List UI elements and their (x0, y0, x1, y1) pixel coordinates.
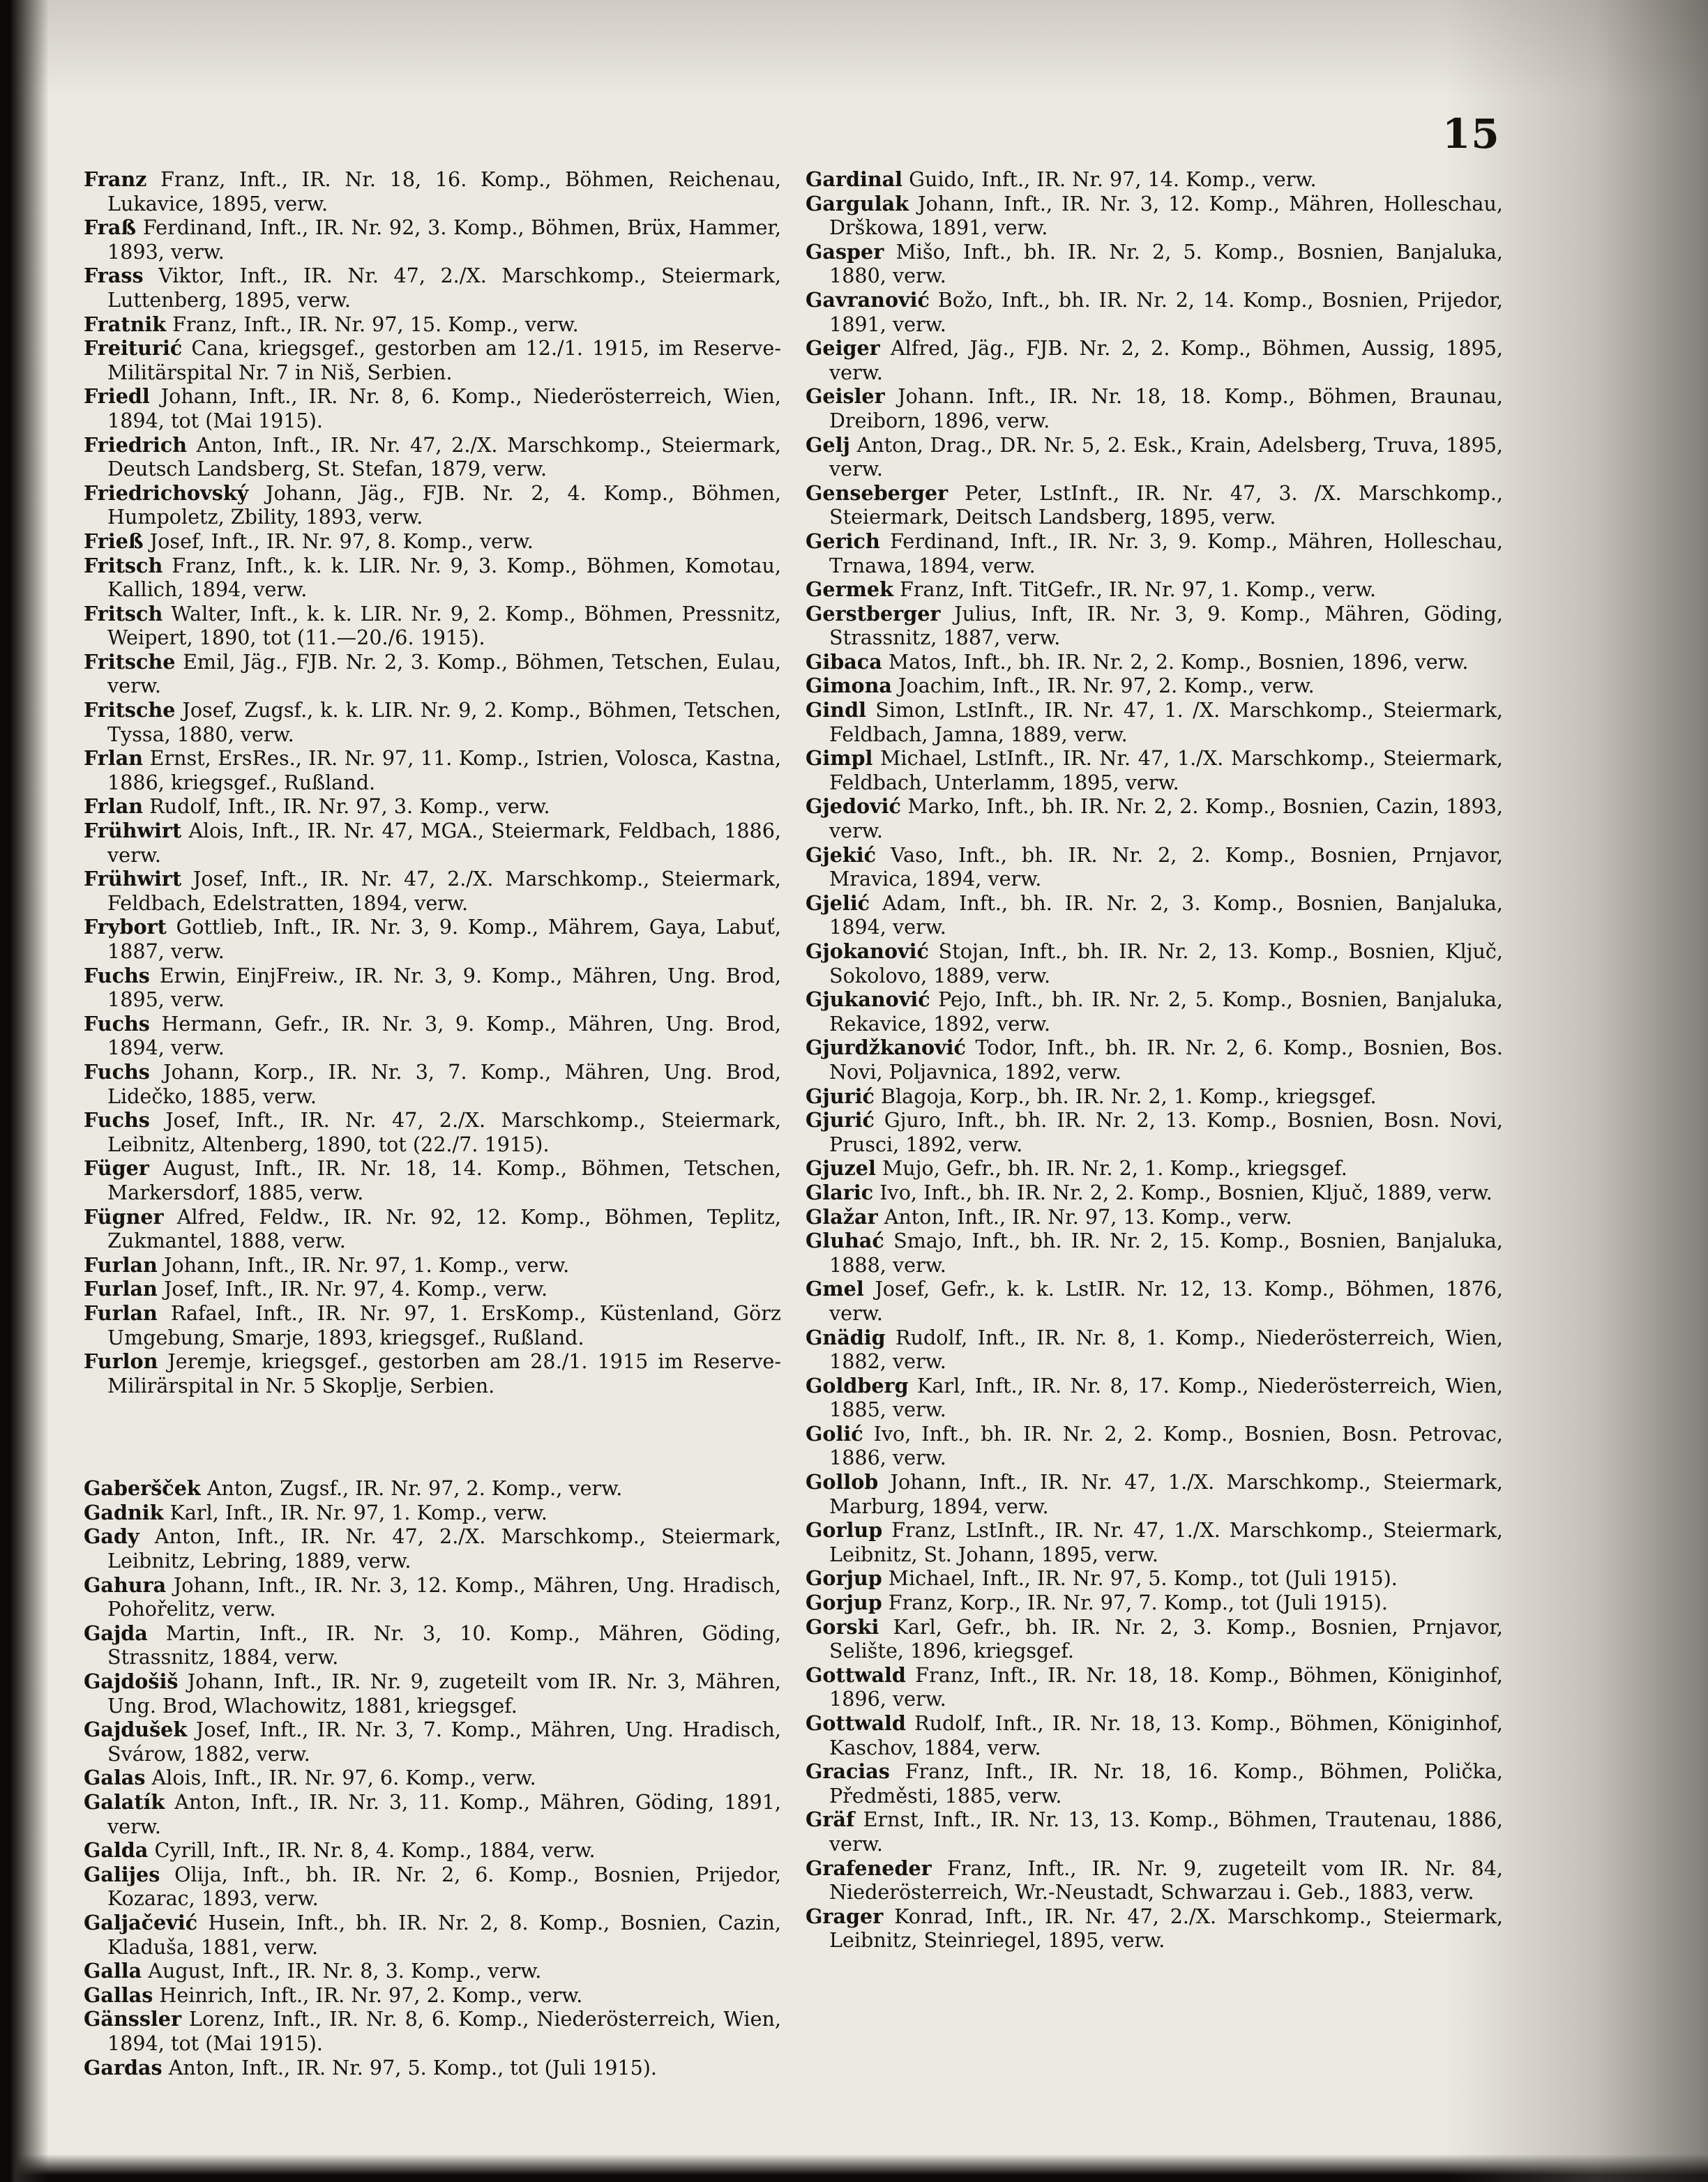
entry-surname: Frybort (84, 915, 167, 939)
entry-details: Rudolf, Inft., IR. Nr. 97, 3. Komp., verw. (149, 794, 550, 819)
entry-surname: Galla (84, 1959, 142, 1983)
list-item (84, 819, 781, 867)
list-item (84, 602, 781, 650)
list-item (806, 674, 1503, 698)
entry-details: Gottlieb, Inft., IR. Nr. 3, 9. Komp., Mährem, Gaya, Labuť, 1887, verw. (107, 915, 781, 963)
entry-details: Lorenz, Inft., IR. Nr. 8, 6. Komp., Niederösterreich, Wien, 1894, tot (Mai 1915). (107, 2007, 781, 2055)
list-item (806, 1108, 1503, 1156)
entry-details: Franz, Inft., k. k. LIR. Nr. 9, 3. Komp., Böhmen, Komotau, Kallich, 1894, verw. (107, 553, 781, 602)
entry-surname: Gajda (84, 1621, 148, 1645)
list-item (806, 1181, 1503, 1205)
list-item (806, 577, 1503, 602)
list-item (806, 1229, 1503, 1277)
entry-details: Walter, Inft., k. k. LIR. Nr. 9, 2. Komp., Böhmen, Pressnitz, Weipert, 1890, tot (11.—20./6. 1915). (107, 601, 781, 650)
list-item (806, 1084, 1503, 1109)
entry-details: Martin, Inft., IR. Nr. 3, 10. Komp., Mähren, Göding, Strassnitz, 1884, verw. (107, 1621, 782, 1669)
entry-details: Emil, Jäg., FJB. Nr. 2, 3. Komp., Böhmen, Tetschen, Eulau, verw. (107, 649, 781, 698)
entry-details: Franz, Inft., IR. Nr. 9, zugeteilt vom IR. Nr. 84, Niederösterreich, Wr.-Neustadt, Schwarzau i. Geb., 1883, verw. (829, 1856, 1503, 1904)
entry-surname: Fraß (84, 215, 137, 240)
entry-details: Johann. Inft., IR. Nr. 18, 18. Komp., Böhmen, Braunau, Dreiborn, 1896, verw. (829, 384, 1503, 432)
entry-details: Joachim, Inft., IR. Nr. 97, 2. Komp., verw. (898, 674, 1315, 698)
entry-surname: Fügner (84, 1204, 164, 1229)
entry-details: Matos, Inft., bh. IR. Nr. 2, 2. Komp., Bosnien, 1896, verw. (888, 649, 1469, 674)
entry-surname: Fuchs (84, 1059, 150, 1084)
entry-details: Pejo, Inft., bh. IR. Nr. 2, 5. Komp., Bosnien, Banjaluka, Rekavice, 1892, verw. (829, 987, 1504, 1036)
list-item (806, 240, 1503, 288)
entry-surname: Gelj (806, 432, 850, 457)
list-item (806, 1326, 1503, 1374)
entry-details: Johann, Inft., IR. Nr. 9, zugeteilt vom IR. Nr. 3, Mähren, Ung. Brod, Wlachowitz, 1881, kriegsgef. (107, 1669, 782, 1718)
entry-surname: Fuchs (84, 963, 150, 987)
entry-details: Josef, Inft., IR. Nr. 47, 2./X. Marschkomp., Steiermark, Feldbach, Edelstratten, 1894, verw. (107, 867, 781, 915)
entry-surname: Gottwald (806, 1711, 906, 1735)
entry-surname: Gindl (806, 698, 866, 722)
list-item (84, 529, 781, 554)
entry-surname: Gibaca (806, 649, 882, 674)
entry-details: Konrad, Inft., IR. Nr. 47, 2./X. Marschkomp., Steiermark, Leibnitz, Steinriegel, 1895, verw. (829, 1904, 1503, 1953)
entry-details: Anton, Inft., IR. Nr. 97, 13. Komp., verw. (884, 1204, 1292, 1229)
list-item (806, 433, 1503, 481)
list-item (84, 1108, 781, 1156)
entry-details: Franz, Inft., IR. Nr. 18, 16. Komp., Böhmen, Polička, Předměsti, 1885, verw. (829, 1759, 1503, 1808)
entry-details: Peter, LstInft., IR. Nr. 47, 3. /X. Marschkomp., Steiermark, Deitsch Landsberg, 1895, verw. (829, 480, 1504, 529)
section-gap (84, 1397, 781, 1476)
entry-details: Jeremje, kriegsgef., gestorben am 28./1. 1915 im Reserve-Milirärspital in Nr. 5 Skoplje, Serbien. (107, 1349, 781, 1397)
list-item (806, 746, 1503, 794)
entry-details: Anton, Inft., IR. Nr. 97, 5. Komp., tot (Juli 1915). (168, 2055, 658, 2079)
list-item (84, 1983, 781, 2008)
entry-surname: Gimona (806, 674, 892, 698)
entry-surname: Gjurić (806, 1108, 875, 1132)
entry-surname: Gmel (806, 1277, 864, 1301)
entry-surname: Gardas (84, 2055, 163, 2079)
entry-details: Johann, Inft., IR. Nr. 8, 6. Komp., Niederösterreich, Wien, 1894, tot (Mai 1915). (107, 384, 781, 432)
entry-surname: Gallas (84, 1983, 153, 2007)
list-item (84, 746, 781, 794)
entry-surname: Fritsche (84, 649, 176, 674)
entry-surname: Galas (84, 1766, 146, 1790)
entry-details: Michael, LstInft., IR. Nr. 47, 1./X. Marschkomp., Steiermark, Feldbach, Unterlamm, 1895, verw. (829, 746, 1503, 794)
list-item (84, 794, 781, 819)
entry-surname: Galda (84, 1838, 149, 1863)
entry-surname: Gjuzel (806, 1156, 876, 1181)
entry-surname: Gänssler (84, 2007, 182, 2031)
entry-details: Anton, Inft., IR. Nr. 47, 2./X. Marschkomp., Steiermark, Leibnitz, Lebring, 1889, verw. (107, 1524, 781, 1573)
list-item (84, 167, 781, 215)
entry-details: Franz, Inft., IR. Nr. 18, 18. Komp., Böhmen, Königinhof, 1896, verw. (829, 1662, 1504, 1711)
list-item (806, 336, 1503, 384)
list-item (806, 1156, 1503, 1181)
entry-surname: Frühwirt (84, 867, 182, 891)
entry-details: Olija, Inft., bh. IR. Nr. 2, 6. Komp., Bosnien, Prijedor, Kozarac, 1893, verw. (107, 1862, 781, 1911)
list-item (806, 1711, 1503, 1759)
entry-surname: Friedl (84, 384, 150, 409)
entry-surname: Frühwirt (84, 819, 182, 843)
entry-surname: Furlon (84, 1349, 158, 1374)
entry-details: Božo, Inft., bh. IR. Nr. 2, 14. Komp., Bosnien, Prijedor, 1891, verw. (829, 287, 1503, 336)
entry-details: Josef, Gefr., k. k. LstIR. Nr. 12, 13. Komp., Böhmen, 1876, verw. (829, 1277, 1503, 1325)
entry-surname: Friedrichovský (84, 480, 249, 505)
entry-details: Karl, Inft., IR. Nr. 8, 17. Komp., Niederösterreich, Wien, 1885, verw. (829, 1373, 1503, 1422)
list-item (84, 1669, 781, 1718)
entry-surname: Gorjup (806, 1591, 882, 1615)
entry-details: Rafael, Inft., IR. Nr. 97, 1. ErsKomp., Küstenland, Görz Umgebung, Smarje, 1893, kriegsgef., Rußland. (107, 1301, 781, 1349)
entry-surname: Fritsch (84, 553, 163, 577)
entry-details: Johann, Inft., IR. Nr. 3, 12. Komp., Mähren, Ung. Hradisch, Pohořelitz, verw. (107, 1573, 781, 1621)
entry-details: Michael, Inft., IR. Nr. 97, 5. Komp., tot (Juli 1915). (888, 1566, 1398, 1591)
entry-surname: Gerstberger (806, 601, 941, 626)
entry-surname: Gorski (806, 1614, 879, 1639)
entry-surname: Gjedović (806, 794, 901, 819)
list-item (806, 843, 1503, 891)
list-item (806, 1591, 1503, 1615)
entry-surname: Fritsch (84, 601, 163, 626)
list-item (806, 384, 1503, 432)
entry-surname: Gajdošiš (84, 1669, 179, 1694)
list-item (806, 1759, 1503, 1808)
list-item (806, 1808, 1503, 1856)
entry-details: Franz, LstInft., IR. Nr. 47, 1./X. Marschkomp., Steiermark, Leibnitz, St. Johann, 1895, verw. (829, 1518, 1503, 1566)
right-column (806, 167, 1503, 1953)
entry-details: Mujo, Gefr., bh. IR. Nr. 2, 1. Komp., kriegsgef. (882, 1156, 1347, 1181)
list-item (806, 1374, 1503, 1422)
entry-details: Simon, LstInft., IR. Nr. 47, 1. /X. Marschkomp., Steiermark, Feldbach, Jamna, 1889, verw. (829, 698, 1503, 746)
entry-details: Alois, Inft., IR. Nr. 47, MGA., Steiermark, Feldbach, 1886, verw. (107, 819, 782, 867)
list-item (806, 1663, 1503, 1711)
list-item (806, 1277, 1503, 1325)
entry-details: Johann, Jäg., FJB. Nr. 2, 4. Komp., Böhmen, Humpoletz, Zbility, 1893, verw. (107, 480, 781, 529)
entry-details: Johann, Inft., IR. Nr. 97, 1. Komp., verw. (163, 1252, 570, 1277)
entry-details: Viktor, Inft., IR. Nr. 47, 2./X. Marschkomp., Steiermark, Luttenberg, 1895, verw. (107, 264, 782, 312)
list-item (84, 481, 781, 529)
list-item (806, 1518, 1503, 1566)
list-item (84, 1476, 781, 1501)
list-item (806, 288, 1503, 336)
entry-details: Ernst, ErsRes., IR. Nr. 97, 11. Komp., Istrien, Volosca, Kastna, 1886, kriegsgef., Rußland. (107, 746, 781, 794)
entry-surname: Galatík (84, 1790, 165, 1814)
list-item (84, 1863, 781, 1911)
entry-details: Franz, Inft., IR. Nr. 18, 16. Komp., Böhmen, Reichenau, Lukavice, 1895, verw. (107, 167, 781, 215)
entry-details: Josef, Zugsf., k. k. LIR. Nr. 9, 2. Komp., Böhmen, Tetschen, Tyssa, 1880, verw. (107, 698, 781, 746)
list-item (84, 264, 781, 312)
list-item (806, 1036, 1503, 1084)
list-item (806, 794, 1503, 842)
entry-details: Josef, Inft., IR. Nr. 3, 7. Komp., Mähren, Ung. Hradisch, Svárow, 1882, verw. (107, 1718, 781, 1766)
list-item (806, 891, 1503, 939)
entry-surname: Gorjup (806, 1566, 882, 1591)
list-item (84, 554, 781, 602)
entry-surname: Glaric (806, 1180, 874, 1204)
entry-details: Alfred, Feldw., IR. Nr. 92, 12. Komp., Böhmen, Teplitz, Zukmantel, 1888, verw. (107, 1204, 782, 1253)
entry-surname: Frass (84, 264, 144, 288)
entry-surname: Gorlup (806, 1518, 883, 1543)
entry-surname: Gracias (806, 1759, 890, 1784)
entry-surname: Gahura (84, 1573, 167, 1597)
entry-details: August, Inft., IR. Nr. 8, 3. Komp., verw. (148, 1959, 542, 1983)
list-item (806, 650, 1503, 674)
list-item (84, 215, 781, 264)
entry-surname: Gjurić (806, 1084, 875, 1108)
entry-details: Anton, Inft., IR. Nr. 3, 11. Komp., Mähren, Göding, 1891, verw. (107, 1790, 781, 1838)
list-item (84, 1205, 781, 1253)
list-item (84, 1911, 781, 1959)
entry-surname: Golić (806, 1421, 863, 1446)
list-item (84, 2007, 781, 2055)
list-item (806, 1856, 1503, 1904)
list-item (84, 915, 781, 963)
entry-surname: Glažar (806, 1204, 878, 1229)
entry-details: Johann, Inft., IR. Nr. 3, 12. Komp., Mähren, Holleschau, Drškowa, 1891, verw. (829, 191, 1503, 240)
entry-details: Gjuro, Inft., bh. IR. Nr. 2, 13. Komp., Bosnien, Bosn. Novi, Prusci, 1892, verw. (829, 1108, 1503, 1156)
entry-surname: Galijes (84, 1862, 160, 1886)
entry-details: Anton, Drag., DR. Nr. 5, 2. Esk., Krain, Adelsberg, Truva, 1895, verw. (829, 432, 1503, 481)
entry-details: Julius, Inft, IR. Nr. 3, 9. Komp., Mähren, Göding, Strassnitz, 1887, verw. (829, 601, 1503, 650)
entry-surname: Frlan (84, 794, 144, 819)
entry-details: Marko, Inft., bh. IR. Nr. 2, 2. Komp., Bosnien, Cazin, 1893, verw. (829, 794, 1503, 843)
list-item (806, 1615, 1503, 1663)
entry-details: Rudolf, Inft., IR. Nr. 8, 1. Komp., Niederösterreich, Wien, 1882, verw. (829, 1325, 1503, 1374)
list-item (84, 1012, 781, 1060)
list-item (84, 1718, 781, 1766)
entry-surname: Gimpl (806, 746, 873, 771)
entry-details: Josef, Inft., IR. Nr. 47, 2./X. Marschkomp., Steiermark, Leibnitz, Altenberg, 1890, tot (22./7. 1915). (107, 1108, 781, 1156)
list-item (806, 602, 1503, 650)
list-item (84, 312, 781, 337)
entry-surname: Grafeneder (806, 1856, 932, 1880)
entry-details: Ernst, Inft., IR. Nr. 13, 13. Komp., Böhmen, Trautenau, 1886, verw. (829, 1808, 1504, 1856)
list-item (806, 481, 1503, 529)
left-column (84, 167, 781, 2079)
entry-details: Karl, Gefr., bh. IR. Nr. 2, 3. Komp., Bosnien, Prnjavor, Selište, 1896, kriegsgef. (829, 1614, 1503, 1663)
entry-details: Ferdinand, Inft., IR. Nr. 3, 9. Komp., Mähren, Holleschau, Trnawa, 1894, verw. (829, 529, 1503, 577)
entry-details: Heinrich, Inft., IR. Nr. 97, 2. Komp., verw. (159, 1983, 583, 2007)
entry-details: Josef, Inft., IR. Nr. 97, 4. Komp., verw. (163, 1277, 548, 1301)
entry-surname: Friedrich (84, 432, 188, 457)
entry-surname: Gjurdžkanović (806, 1036, 966, 1060)
list-item (806, 1566, 1503, 1591)
entry-details: Cana, kriegsgef., gestorben am 12./1. 1915, im Reserve-Militärspital Nr. 7 in Niš, Serbien. (107, 336, 781, 384)
entry-details: Husein, Inft., bh. IR. Nr. 2, 8. Komp., Bosnien, Cazin, Kladuša, 1881, verw. (107, 1910, 782, 1959)
entry-surname: Geisler (806, 384, 885, 409)
entry-surname: Geiger (806, 336, 880, 361)
list-item (84, 1277, 781, 1301)
entry-surname: Gnädig (806, 1325, 886, 1349)
entry-surname: Fuchs (84, 1108, 150, 1132)
entry-surname: Furlan (84, 1252, 158, 1277)
list-item (806, 167, 1503, 192)
entry-details: Todor, Inft., bh. IR. Nr. 2, 6. Komp., Bosnien, Bos. Novi, Poljavnica, 1892, verw. (829, 1036, 1504, 1084)
entry-details: Johann, Inft., IR. Nr. 47, 1./X. Marschkomp., Steiermark, Marburg, 1894, verw. (829, 1470, 1503, 1518)
entry-surname: Grager (806, 1904, 884, 1928)
entry-details: Erwin, EinjFreiw., IR. Nr. 3, 9. Komp., Mähren, Ung. Brod, 1895, verw. (107, 963, 782, 1012)
list-item (84, 964, 781, 1012)
entry-details: Johann, Korp., IR. Nr. 3, 7. Komp., Mähren, Ung. Brod, Lidečko, 1885, verw. (107, 1059, 782, 1108)
entry-details: Smajo, Inft., bh. IR. Nr. 2, 15. Komp., Bosnien, Banjaluka, 1888, verw. (829, 1229, 1503, 1277)
entry-details: August, Inft., IR. Nr. 18, 14. Komp., Böhmen, Tetschen, Markersdorf, 1885, verw. (107, 1156, 781, 1204)
entry-surname: Füger (84, 1156, 149, 1181)
entry-surname: Gjekić (806, 842, 877, 867)
entry-surname: Furlan (84, 1277, 158, 1301)
entry-details: Guido, Inft., IR. Nr. 97, 14. Komp., verw. (909, 167, 1317, 191)
entry-surname: Fuchs (84, 1011, 150, 1036)
entry-details: Ivo, Inft., bh. IR. Nr. 2, 2. Komp., Bosnien, Ključ, 1889, verw. (879, 1180, 1492, 1204)
entry-details: Ferdinand, Inft., IR. Nr. 92, 3. Komp., Böhmen, Brüx, Hammer, 1893, verw. (107, 215, 781, 264)
entry-surname: Furlan (84, 1301, 158, 1325)
list-item (806, 987, 1503, 1036)
list-item (84, 384, 781, 432)
list-item (84, 698, 781, 746)
list-item (84, 336, 781, 384)
list-item (84, 1349, 781, 1397)
entry-details: Franz, Inft., IR. Nr. 97, 15. Komp., verw. (172, 312, 579, 336)
entry-details: Ivo, Inft., bh. IR. Nr. 2, 2. Komp., Bosnien, Bosn. Petrovac, 1886, verw. (829, 1421, 1503, 1470)
entry-surname: Fritsche (84, 698, 176, 722)
entry-details: Cyrill, Inft., IR. Nr. 8, 4. Komp., 1884, verw. (154, 1838, 596, 1863)
entry-surname: Frlan (84, 746, 144, 771)
entry-details: Franz, Korp., IR. Nr. 97, 7. Komp., tot (Juli 1915). (888, 1591, 1388, 1615)
list-item (806, 1470, 1503, 1518)
entry-details: Josef, Inft., IR. Nr. 97, 8. Komp., verw. (149, 529, 534, 553)
entry-details: Mišo, Inft., bh. IR. Nr. 2, 5. Komp., Bosnien, Banjaluka, 1880, verw. (829, 239, 1503, 288)
list-item (84, 867, 781, 915)
list-item (84, 1156, 781, 1204)
entry-surname: Gräf (806, 1808, 855, 1832)
list-item (84, 2056, 781, 2080)
list-item (806, 939, 1503, 987)
list-item (806, 698, 1503, 746)
entry-surname: Gadnik (84, 1500, 164, 1524)
list-item (84, 1959, 781, 1983)
entry-surname: Gluhać (806, 1229, 884, 1253)
entry-surname: Gottwald (806, 1662, 906, 1687)
list-item (806, 1422, 1503, 1470)
entry-surname: Gollob (806, 1470, 879, 1494)
entry-surname: Gady (84, 1524, 139, 1549)
entry-surname: Gaberšček (84, 1476, 201, 1501)
entry-details: Anton, Zugsf., IR. Nr. 97, 2. Komp., verw. (206, 1476, 623, 1501)
entry-details: Vaso, Inft., bh. IR. Nr. 2, 2. Komp., Bosnien, Prnjavor, Mravica, 1894, verw. (829, 842, 1503, 891)
entry-details: Karl, Inft., IR. Nr. 97, 1. Komp., verw. (169, 1500, 548, 1524)
entry-surname: Fratnik (84, 312, 167, 336)
list-item (806, 529, 1503, 577)
list-item (84, 1301, 781, 1349)
entry-surname: Gjukanović (806, 987, 930, 1012)
entry-surname: Frieß (84, 529, 144, 553)
list-item (84, 1501, 781, 1525)
list-item (84, 1253, 781, 1278)
list-item (84, 1790, 781, 1838)
entry-details: Anton, Inft., IR. Nr. 47, 2./X. Marschkomp., Steiermark, Deutsch Landsberg, St. Stefan, 1879, verw. (107, 432, 781, 481)
entry-details: Franz, Inft. TitGefr., IR. Nr. 97, 1. Komp., verw. (900, 577, 1377, 602)
entry-surname: Gardinal (806, 167, 903, 191)
entry-details: Hermann, Gefr., IR. Nr. 3, 9. Komp., Mähren, Ung. Brod, 1894, verw. (107, 1011, 781, 1060)
list-item (84, 1524, 781, 1573)
list-item (806, 1904, 1503, 1953)
list-item (84, 1621, 781, 1669)
entry-surname: Franz (84, 167, 147, 191)
list-item (84, 1573, 781, 1621)
entry-surname: Gjokanović (806, 939, 929, 963)
list-item (806, 1205, 1503, 1229)
entry-surname: Gjelić (806, 891, 870, 915)
entry-surname: Freiturić (84, 336, 183, 361)
entry-surname: Gajdušek (84, 1718, 188, 1742)
entry-details: Alfred, Jäg., FJB. Nr. 2, 2. Komp., Böhmen, Aussig, 1895, verw. (829, 336, 1503, 384)
entry-surname: Genseberger (806, 480, 949, 505)
list-item (84, 650, 781, 698)
entry-details: Blagoja, Korp., bh. IR. Nr. 2, 1. Komp., kriegsgef. (881, 1084, 1377, 1108)
list-item (806, 192, 1503, 240)
entry-surname: Gerich (806, 529, 880, 553)
entry-details: Rudolf, Inft., IR. Nr. 18, 13. Komp., Böhmen, Königinhof, Kaschov, 1884, verw. (829, 1711, 1504, 1759)
entry-surname: Galjačević (84, 1910, 198, 1934)
list-item (84, 1838, 781, 1863)
list-item (84, 1060, 781, 1108)
list-item (84, 433, 781, 481)
entry-surname: Gavranović (806, 287, 930, 312)
entry-surname: Gargulak (806, 191, 909, 215)
list-item (84, 1766, 781, 1790)
entry-details: Alois, Inft., IR. Nr. 97, 6. Komp., verw. (151, 1766, 536, 1790)
page-number: 15 (1442, 110, 1500, 158)
entry-details: Adam, Inft., bh. IR. Nr. 2, 3. Komp., Bosnien, Banjaluka, 1894, verw. (829, 891, 1504, 939)
entry-surname: Germek (806, 577, 893, 602)
entry-details: Stojan, Inft., bh. IR. Nr. 2, 13. Komp., Bosnien, Ključ, Sokolovo, 1889, verw. (829, 939, 1503, 987)
entry-surname: Goldberg (806, 1373, 909, 1397)
entry-surname: Gasper (806, 239, 884, 264)
